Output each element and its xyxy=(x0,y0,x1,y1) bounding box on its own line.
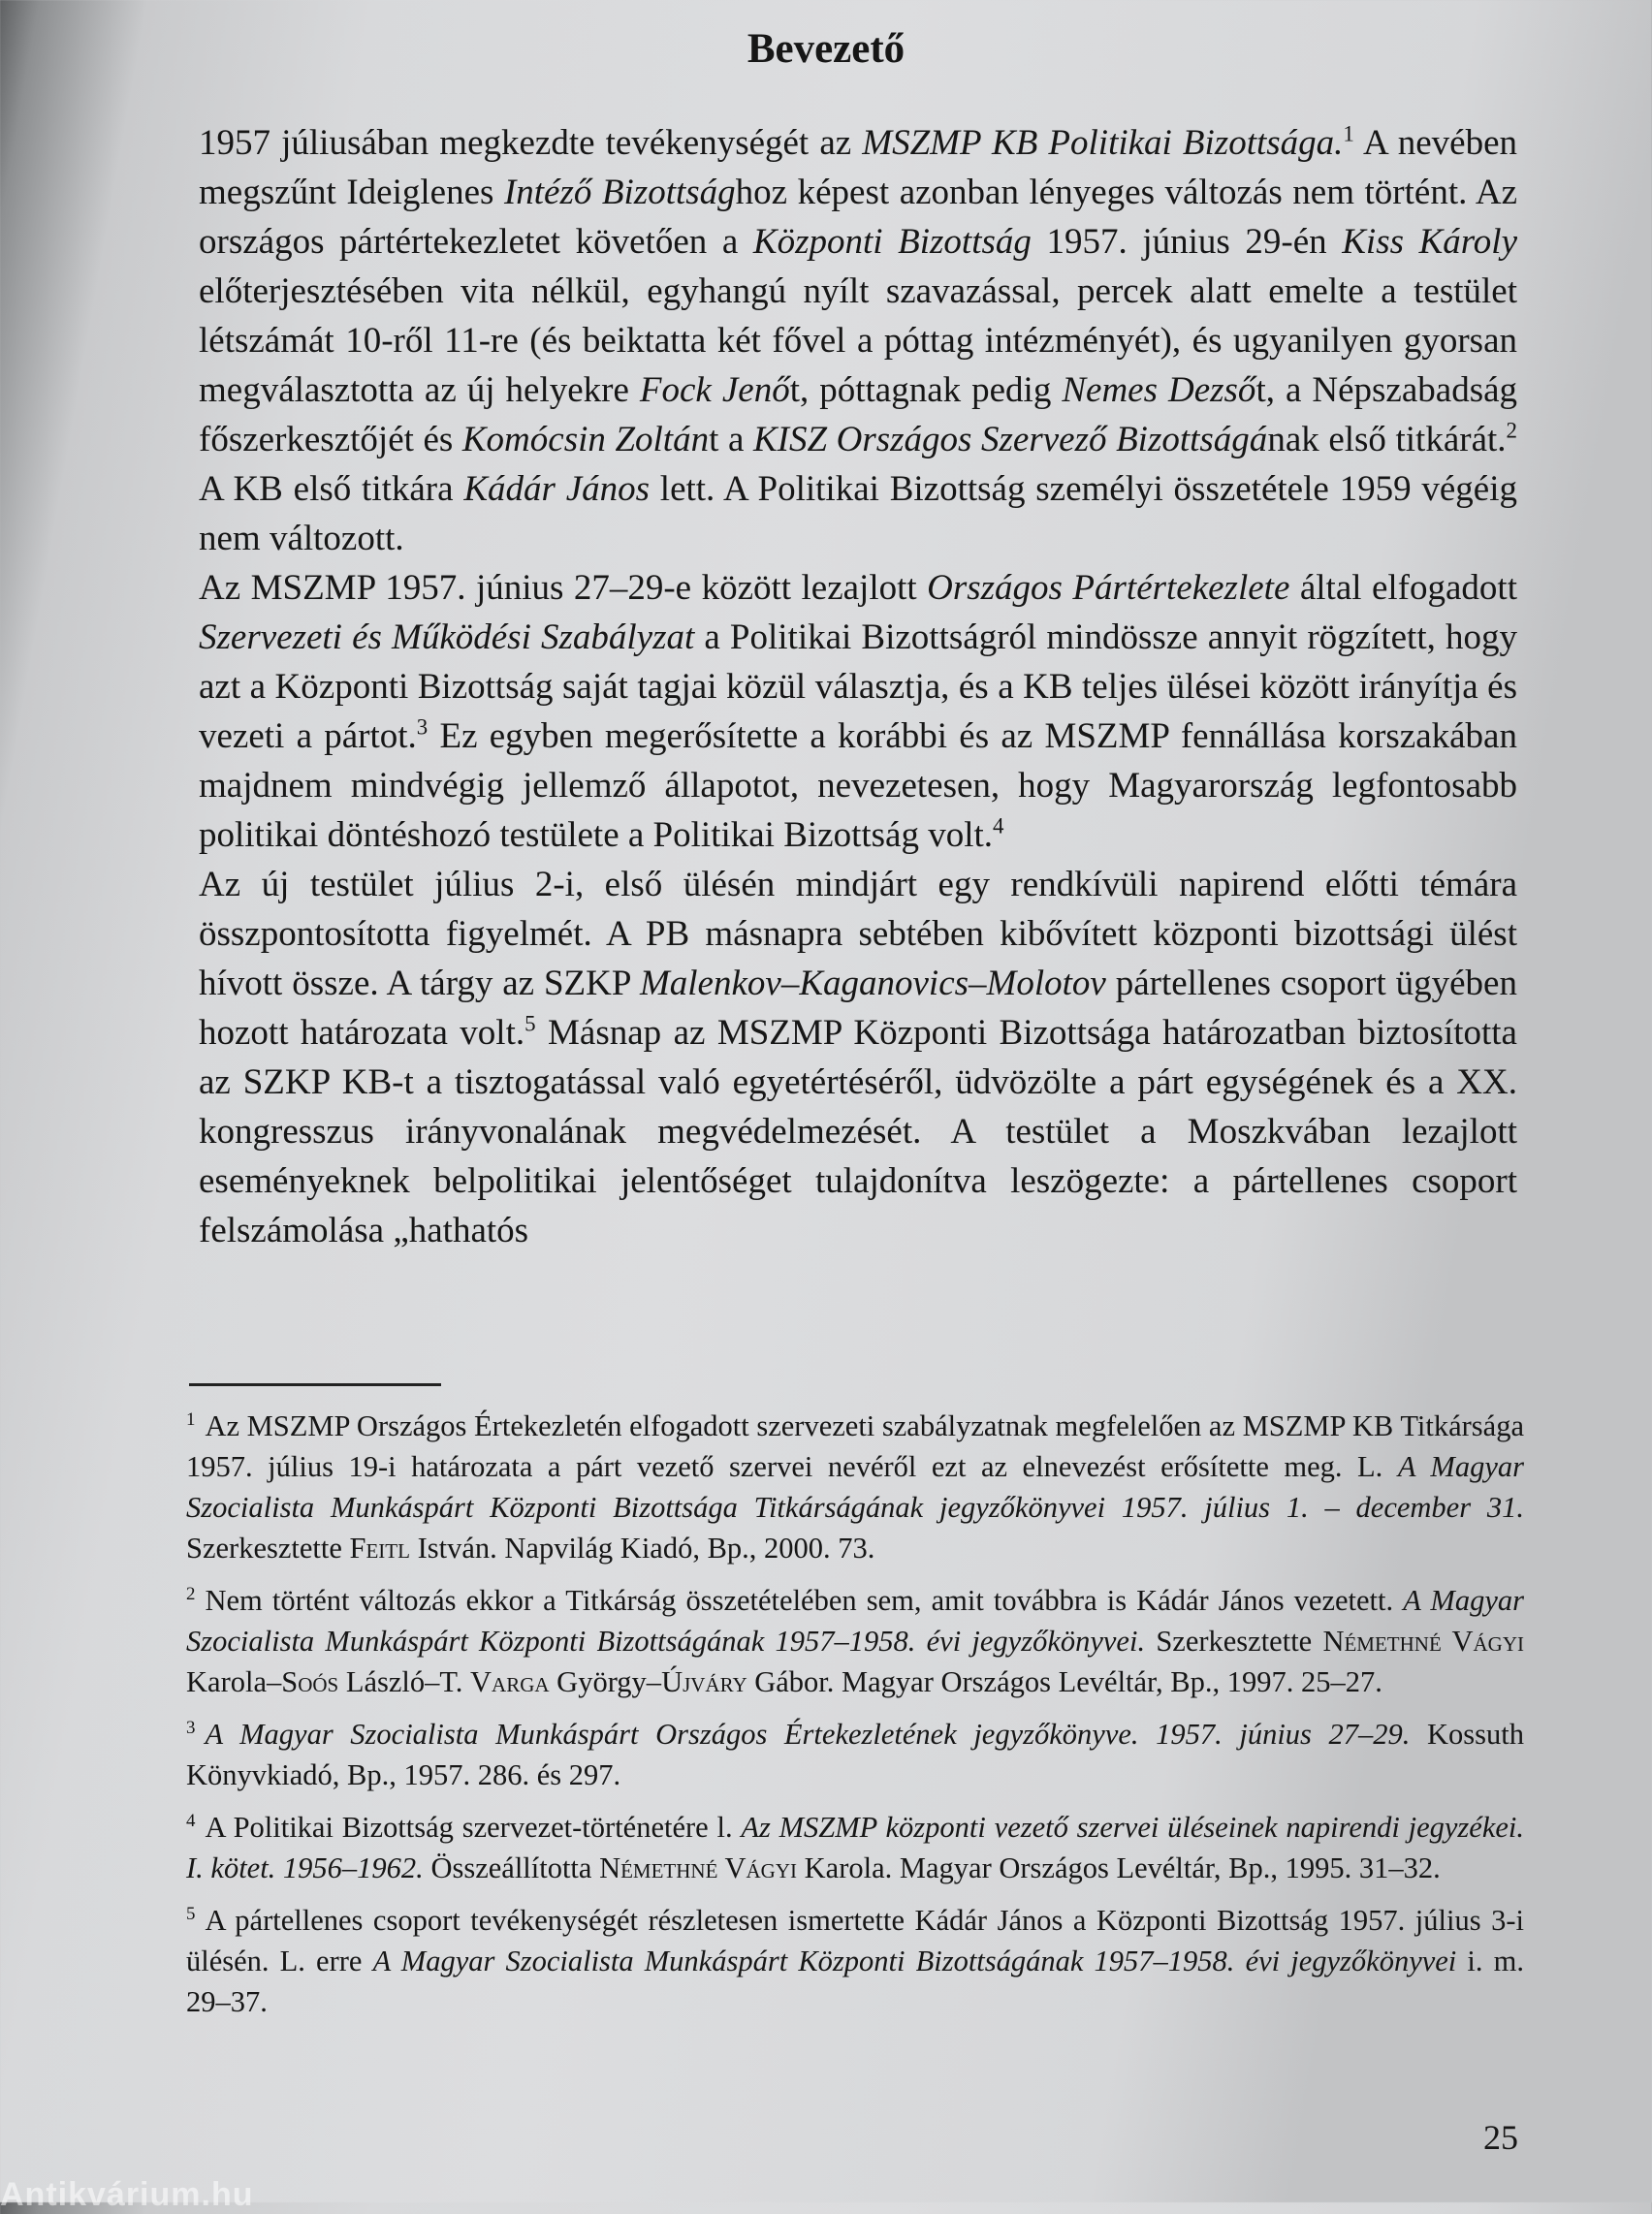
footnote-number: 2 xyxy=(186,1583,196,1604)
author-name: Némethné Vágyi xyxy=(599,1851,798,1884)
text-run: A KB első titkára xyxy=(199,469,464,509)
text-run: Az új testület július 2-i, első ülésén mindjárt egy rendkívüli napirend előtti témára összpontosította figyelmét. A PB másnapra sebtében kibővített központi bizottsági ülést hívott össze. A tárgy az SZKP xyxy=(199,865,1517,1003)
page-title: Bevezető xyxy=(747,26,905,72)
text-run: hoz képest azonban lényeges változás nem történt. Az országos pártértekezletet követően a xyxy=(199,173,1517,262)
italic-text: Malenkov–Kaganovics–Molotov xyxy=(639,964,1106,1003)
text-run: 1957. június 29-én xyxy=(1031,222,1343,262)
italic-text: Szervezeti és Működési Szabályzat xyxy=(199,617,695,657)
text-run: pártellenes csoport ügyében hozott határozata volt. xyxy=(199,964,1517,1053)
text-run: a Politikai Bizottságról mindössze annyit rögzített, hogy azt a Központi Bizottság saját tagjai közül választja, és a KB teljes ülései között irányítja és vezeti a pártot. xyxy=(199,617,1517,756)
text-run: Karola– xyxy=(186,1665,282,1698)
footnote-ref: 3 xyxy=(416,714,429,740)
footnote-number: 5 xyxy=(186,1903,196,1924)
footnote xyxy=(186,1900,1524,2022)
paragraph xyxy=(199,563,1517,860)
footnote-number: 1 xyxy=(186,1408,196,1430)
text-run: Nem történt változás ekkor a Titkárság összetételében sem, amit továbbra is Kádár János vezetett. xyxy=(205,1584,1404,1617)
text-run: i. m. 29–37. xyxy=(186,1945,1525,2018)
text-run: Ez egyben megerősítette a korábbi és az MSZMP fennállása korszakában majdnem mindvégig jellemző állapotot, nevezetesen, hogy Magyarország legfontosabb politikai döntéshozó testülete a Politikai Bizottság volt. xyxy=(199,716,1517,855)
text-run: t, a Népszabadság főszerkesztőjét és xyxy=(199,370,1518,459)
italic-text: Nemes Dezső xyxy=(1062,370,1256,410)
body-text xyxy=(199,118,1517,1255)
footnote-divider xyxy=(189,1383,441,1386)
footnote xyxy=(186,1406,1524,1568)
italic-text: Országos Pártértekezlete xyxy=(927,568,1290,608)
italic-text: A Magyar Szocialista Munkáspárt Központi Bizottságának 1957–1958. évi jegyzőkönyvei. xyxy=(186,1584,1524,1658)
italic-text: Az MSZMP központi vezető szervei üléseinek napirendi jegyzékei. I. kötet. 1956–1962. xyxy=(186,1811,1524,1884)
footnotes xyxy=(186,1406,1524,2034)
italic-text: Kádár János xyxy=(463,469,651,509)
text-run: László–T. xyxy=(338,1665,471,1698)
italic-text: MSZMP KB Politikai Bizottsága. xyxy=(862,123,1344,163)
italic-text: KISZ Országos Szervező Bizottságá xyxy=(752,420,1268,459)
italic-text: A Magyar Szocialista Munkáspárt Központi Bizottsága Titkárságának jegyzőkönyvei 1957. július 1. – december 31. xyxy=(186,1450,1524,1524)
text-run: Másnap az MSZMP Központi Bizottsága határozatban biztosította az SZKP KB-t a tisztogatással való egyetértéséről, üdvözölte a párt egységének és a XX. kongresszus irányvonalának megvédelmezését. A testület a Moszkvában lezajlott eseményeknek belpolitikai jelentőséget tulajdonítva leszögezte: a pártellenes csoport felszámolása „hathatós xyxy=(199,1013,1517,1250)
paragraph xyxy=(199,118,1517,563)
text-run: Gábor. Magyar Országos Levéltár, Bp., 1997. 25–27. xyxy=(747,1665,1382,1698)
paragraph xyxy=(199,860,1517,1255)
author-name: Feitl xyxy=(349,1532,410,1565)
footnote-ref: 4 xyxy=(993,813,1004,838)
footnote-number: 3 xyxy=(186,1717,196,1738)
author-name: Varga xyxy=(470,1665,550,1698)
text-run: t a xyxy=(709,420,753,459)
footnote-ref: 2 xyxy=(1506,418,1517,443)
footnote-ref: 5 xyxy=(524,1011,536,1036)
italic-text: Kiss Károly xyxy=(1342,222,1517,262)
footnote-number: 4 xyxy=(186,1810,196,1831)
author-name: Némethné Vágyi xyxy=(1322,1625,1524,1658)
footnote xyxy=(186,1580,1524,1702)
text-run: Kossuth Könyvkiadó, Bp., 1957. 286. és 297. xyxy=(186,1718,1524,1791)
text-run: Az MSZMP Országos Értekezletén elfogadott szervezeti szabályzatnak megfelelően az MSZMP KB Titkársága 1957. július 19-i határozata a párt vezető szervei nevéről ezt az elnevezést erősítette meg. L. xyxy=(186,1409,1524,1483)
text-run: nak első titkárát. xyxy=(1267,420,1507,459)
text-run: Szerkesztette xyxy=(1145,1625,1323,1658)
footnote-ref: 1 xyxy=(1343,121,1354,146)
text-run: Szerkesztette xyxy=(186,1532,350,1565)
italic-text: Intéző Bizottság xyxy=(503,173,736,212)
author-name: Újváry xyxy=(661,1665,747,1698)
italic-text: Központi Bizottság xyxy=(752,222,1032,262)
text-run: A Politikai Bizottság szervezet-történetére l. xyxy=(205,1811,742,1844)
text-run: A pártellenes csoport tevékenységét részletesen ismertette Kádár János a Központi Bizottság 1957. július 3-i ülésén. L. erre xyxy=(186,1904,1524,1977)
italic-text: Fock Jenő xyxy=(639,370,790,410)
text-run: lett. A Politikai Bizottság személyi összetétele 1959 végéig nem változott. xyxy=(199,469,1517,558)
watermark: Antikvárium.hu xyxy=(0,2176,254,2213)
text-run: 1957 júliusában megkezdte tevékenységét az xyxy=(199,123,863,163)
text-run: előterjesztésében vita nélkül, egyhangú nyílt szavazással, percek alatt emelte a testület létszámát 10-ről 11-re (és beiktatta két fővel a póttag intézményét), és ugyanilyen gyorsan megválasztotta az új helyekre xyxy=(199,271,1517,410)
text-run: által elfogadott xyxy=(1289,568,1517,608)
author-name: Soós xyxy=(281,1665,339,1698)
italic-text: A Magyar Szocialista Munkáspárt Országos Értekezletének jegyzőkönyve. 1957. június 27–29. xyxy=(205,1718,1411,1751)
text-run: t, póttagnak pedig xyxy=(789,370,1063,410)
text-run: A nevében megszűnt Ideiglenes xyxy=(199,123,1518,212)
italic-text: Komócsin Zoltán xyxy=(461,420,710,459)
text-run: István. Napvilág Kiadó, Bp., 2000. 73. xyxy=(409,1532,875,1565)
text-run: Az MSZMP 1957. június 27–29-e között lezajlott xyxy=(199,568,928,608)
italic-text: A Magyar Szocialista Munkáspárt Központi Bizottságának 1957–1958. évi jegyzőkönyvei xyxy=(372,1945,1457,1977)
text-run: Összeállította xyxy=(423,1851,600,1884)
footnote xyxy=(186,1807,1524,1888)
page-number: 25 xyxy=(1483,2118,1518,2157)
text-run: György– xyxy=(549,1665,662,1698)
footnote xyxy=(186,1714,1524,1795)
text-run: Karola. Magyar Országos Levéltár, Bp., 1995. 31–32. xyxy=(797,1851,1441,1884)
